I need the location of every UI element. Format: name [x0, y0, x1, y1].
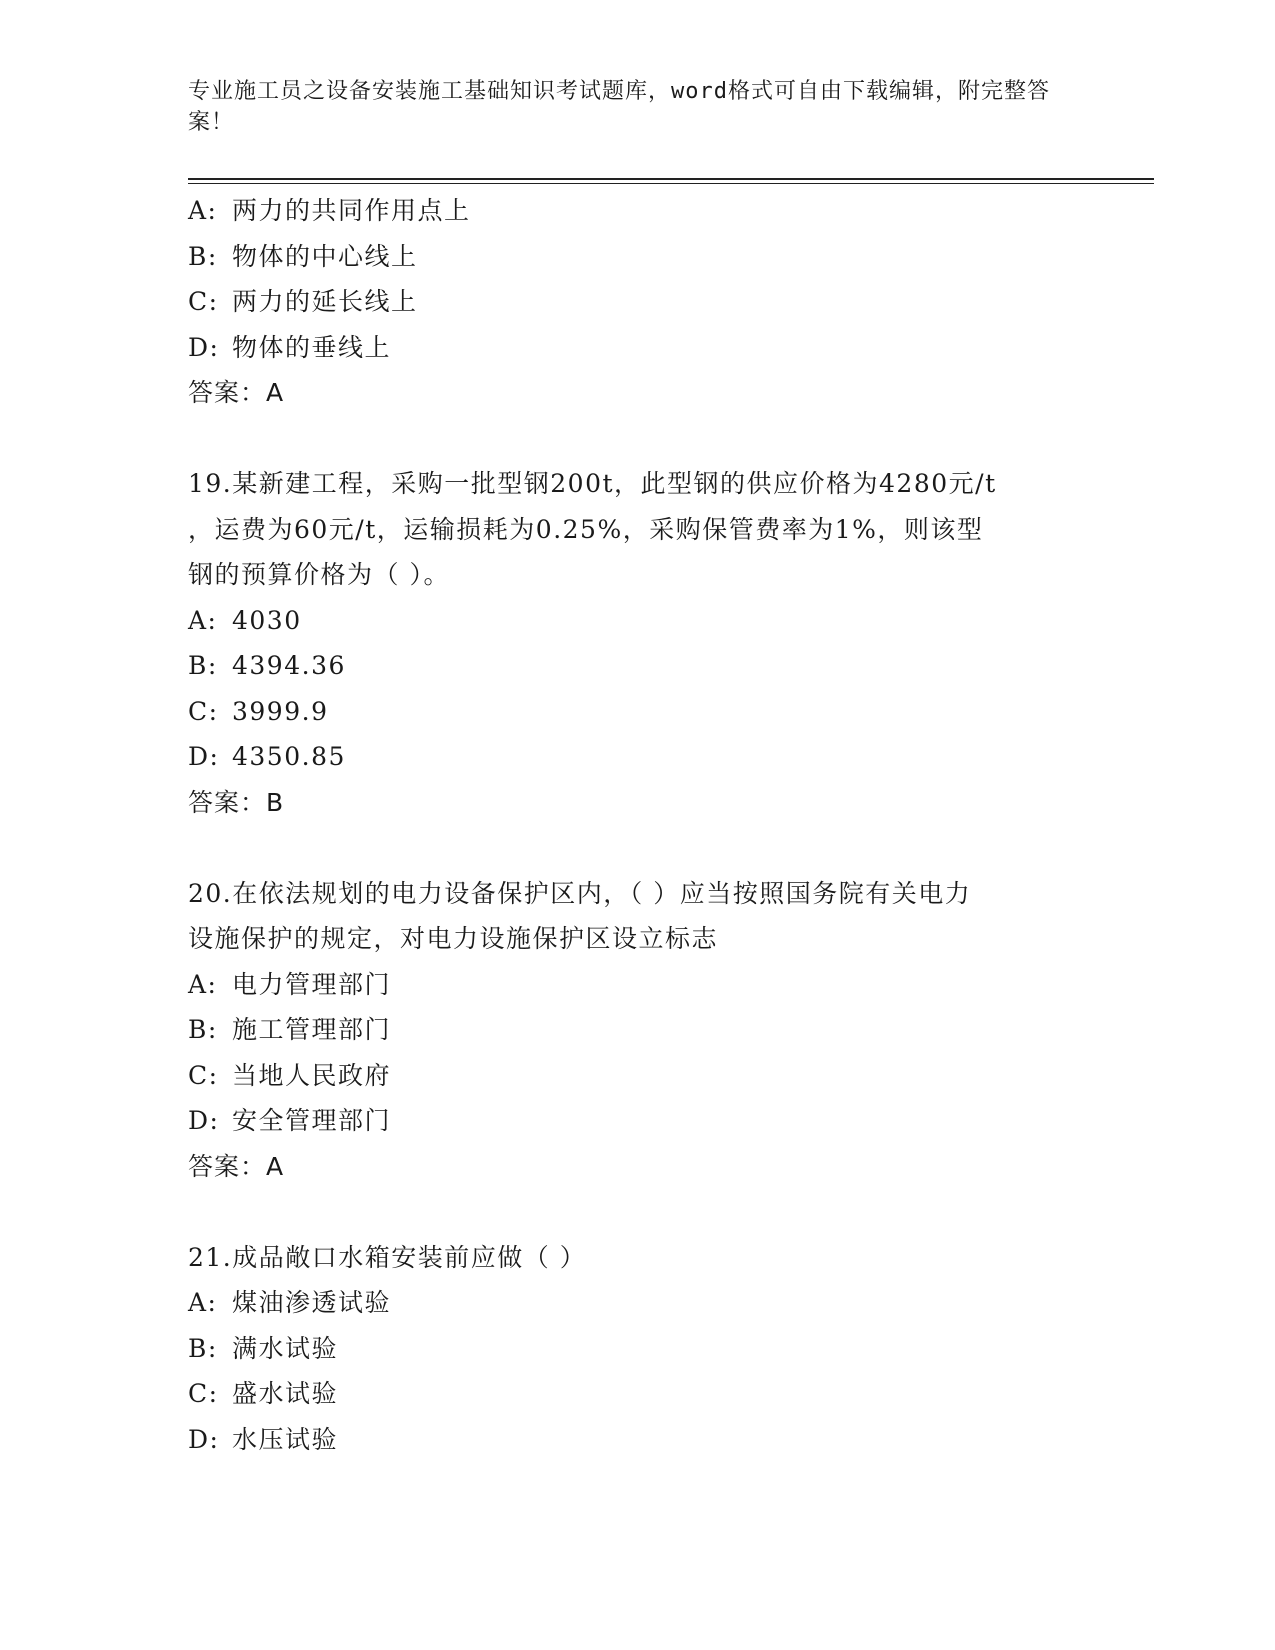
option-label: C: — [188, 287, 219, 316]
option-text: 煤油渗透试验 — [232, 1288, 392, 1317]
option-text: 两力的延长线上 — [232, 287, 418, 316]
option-b — [188, 1326, 1088, 1372]
option-d — [188, 325, 1088, 371]
question-block-21 — [188, 1235, 1088, 1463]
question-stem-line: 21.成品敞口水箱安装前应做（ ） — [188, 1242, 587, 1272]
option-text: 电力管理部门 — [232, 969, 392, 999]
option-label: D: — [188, 1424, 220, 1454]
option-label: B: — [188, 241, 218, 271]
question-content — [188, 188, 1088, 1462]
option-b — [188, 234, 1088, 280]
option-label: A: — [188, 196, 218, 225]
option-label: B: — [188, 651, 218, 680]
page-header: 专业施工员之设备安装施工基础知识考试题库，word格式可自由下载编辑，附完整答案！ — [188, 79, 1050, 135]
option-a — [188, 1280, 1088, 1326]
option-label: B: — [188, 1333, 218, 1363]
option-label: B: — [188, 1015, 218, 1044]
question-stem-line: 钢的预算价格为（ ）。 — [188, 560, 450, 589]
option-text: 4394.36 — [232, 651, 346, 680]
option-d — [188, 1098, 1088, 1144]
question-stem-line: 19.某新建工程，采购一批型钢200t，此型钢的供应价格为4280元/t — [188, 469, 997, 498]
option-c — [188, 1053, 1088, 1099]
question-stem-line: 设施保护的规定，对电力设施保护区设立标志 — [188, 924, 719, 953]
option-text: 盛水试验 — [232, 1379, 339, 1408]
option-text: 3999.9 — [232, 696, 329, 726]
option-label: C: — [188, 1060, 219, 1090]
option-text: 水压试验 — [232, 1424, 339, 1454]
option-a — [188, 962, 1088, 1008]
spacer — [188, 416, 1088, 462]
option-text: 4030 — [232, 605, 302, 635]
option-text: 物体的垂线上 — [232, 332, 392, 362]
answer-line: 答案：A — [188, 378, 285, 407]
spacer — [188, 825, 1088, 871]
option-c — [188, 279, 1088, 325]
option-label: D: — [188, 1106, 220, 1135]
option-label: C: — [188, 1379, 219, 1408]
option-text: 物体的中心线上 — [232, 241, 418, 271]
header-rule-thin — [188, 183, 1154, 184]
header-rule-thick — [188, 178, 1154, 180]
answer-line: 答案：A — [188, 1151, 285, 1181]
option-label: C: — [188, 696, 219, 726]
question-stem-line: ，运费为60元/t，运输损耗为0.25%，采购保管费率为1%，则该型 — [188, 514, 984, 544]
option-text: 安全管理部门 — [232, 1106, 392, 1135]
option-text: 4350.85 — [232, 742, 346, 771]
option-label: A: — [188, 1288, 218, 1317]
option-b — [188, 1007, 1088, 1053]
option-label: D: — [188, 332, 220, 362]
spacer — [188, 1189, 1088, 1235]
option-text: 当地人民政府 — [232, 1060, 392, 1090]
option-label: D: — [188, 742, 220, 771]
question-block-20 — [188, 871, 1088, 1190]
option-c — [188, 1371, 1088, 1417]
option-a — [188, 188, 1088, 234]
option-d — [188, 1417, 1088, 1463]
option-a — [188, 598, 1088, 644]
answer-line: 答案：B — [188, 787, 285, 817]
option-c — [188, 689, 1088, 735]
option-text: 两力的共同作用点上 — [232, 196, 471, 225]
option-b — [188, 643, 1088, 689]
option-text: 施工管理部门 — [232, 1015, 392, 1044]
option-label: A: — [188, 605, 218, 635]
question-stem-line: 20.在依法规划的电力设备保护区内，（ ）应当按照国务院有关电力 — [188, 878, 972, 908]
question-block-19 — [188, 461, 1088, 825]
option-text: 满水试验 — [232, 1333, 339, 1363]
option-label: A: — [188, 969, 218, 999]
question-block-18 — [188, 188, 1088, 416]
option-d — [188, 734, 1088, 780]
